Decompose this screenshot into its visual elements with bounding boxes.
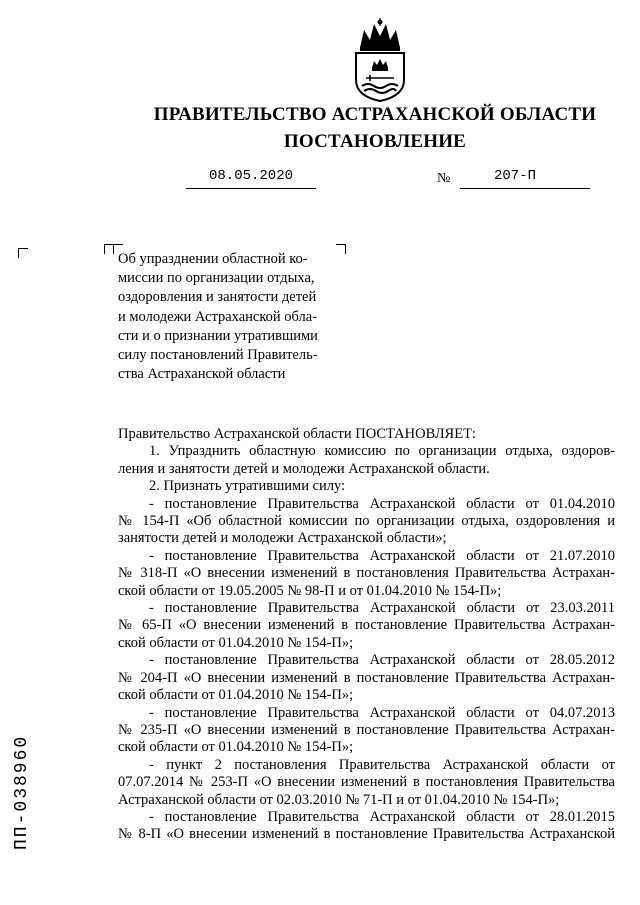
document-subject [118,250,350,384]
body-line: - постановление Правительства Астраханской области от 04.07.2013 [149,704,615,721]
body-line: - постановление Правительства Астраханской области от 01.04.2010 [149,495,615,512]
subject-line: ства Астраханской области [118,366,286,383]
subject-line: Об упразднении областной ко- [118,251,308,267]
document-type-title: ПОСТАНОВЛЕНИЕ [283,131,467,152]
subject-line: миссии по организации отдыха, [118,270,315,287]
coat-of-arms-icon [350,18,410,102]
number-sign: № [437,171,451,186]
left-margin-corner-mark [18,248,28,258]
date-underline [186,188,316,189]
subject-line: оздоровления и занятости детей [118,289,317,306]
document-date: 08.05.2020 [208,168,293,184]
body-line: № 204-П «О внесении изменений в постановление Правительства Астрахан- [118,669,615,686]
body-line: ской области от 01.04.2010 № 154-П»; [118,739,354,756]
body-line: ской области от 01.04.2010 № 154-П»; [118,687,354,704]
body-line: № 8-П «О внесении изменений в постановление Правительства Астраханской [118,826,615,843]
side-registration-code: ПП-038960 [12,734,32,850]
government-title: ПРАВИТЕЛЬСТВО АСТРАХАНСКОЙ ОБЛАСТИ [153,104,597,125]
body-line: занятости детей и молодежи Астраханской области»; [118,530,447,547]
body-line: - постановление Правительства Астраханской области от 28.01.2015 [149,808,615,825]
body-line: - постановление Правительства Астраханской области от 21.07.2010 [149,547,615,564]
subject-line: сти и о признании утратившими [118,327,318,344]
number-underline [460,188,590,189]
body-line: 07.07.2014 № 253-П «О внесении изменений в постановления Правительства [118,774,615,791]
body-line: - пункт 2 постановления Правительства Астраханской области от [149,756,615,773]
body-line: ления и занятости детей и молодежи Астраханской области. [118,460,490,477]
document-number: 207-П [493,168,536,184]
body-line: № 65-П «О внесении изменений в постановление Правительства Астрахан- [118,617,615,634]
body-line: ской области от 01.04.2010 № 154-П»; [118,634,354,651]
document-body [118,426,615,844]
body-line: Астраханской области от 02.03.2010 № 71-П и от 01.04.2010 № 154-П»; [118,791,560,808]
body-line: Правительство Астраханской области ПОСТАНОВЛЯЕТ: [118,426,476,442]
subject-line: силу постановлений Правитель- [118,347,318,364]
body-line: 2. Признать утратившими силу: [149,478,346,495]
body-line: № 235-П «О внесении изменений в постановление Правительства Астрахан- [118,721,615,738]
body-line: № 154-П «Об областной комиссии по организации отдыха, оздоровления и [118,513,615,530]
body-line: № 318-П «О внесении изменений в постановления Правительства Астрахан- [118,565,615,582]
body-line: ской области от 19.05.2005 № 98-П и от 01.04.2010 № 154-П»; [118,582,502,599]
body-line: - постановление Правительства Астраханской области от 23.03.2011 [149,600,615,617]
body-line: - постановление Правительства Астраханской области от 28.05.2012 [149,652,615,669]
subject-line: и молодежи Астраханской обла- [118,308,318,325]
body-line: 1. Упразднить областную комиссию по организации отдыха, оздоров- [149,443,615,460]
